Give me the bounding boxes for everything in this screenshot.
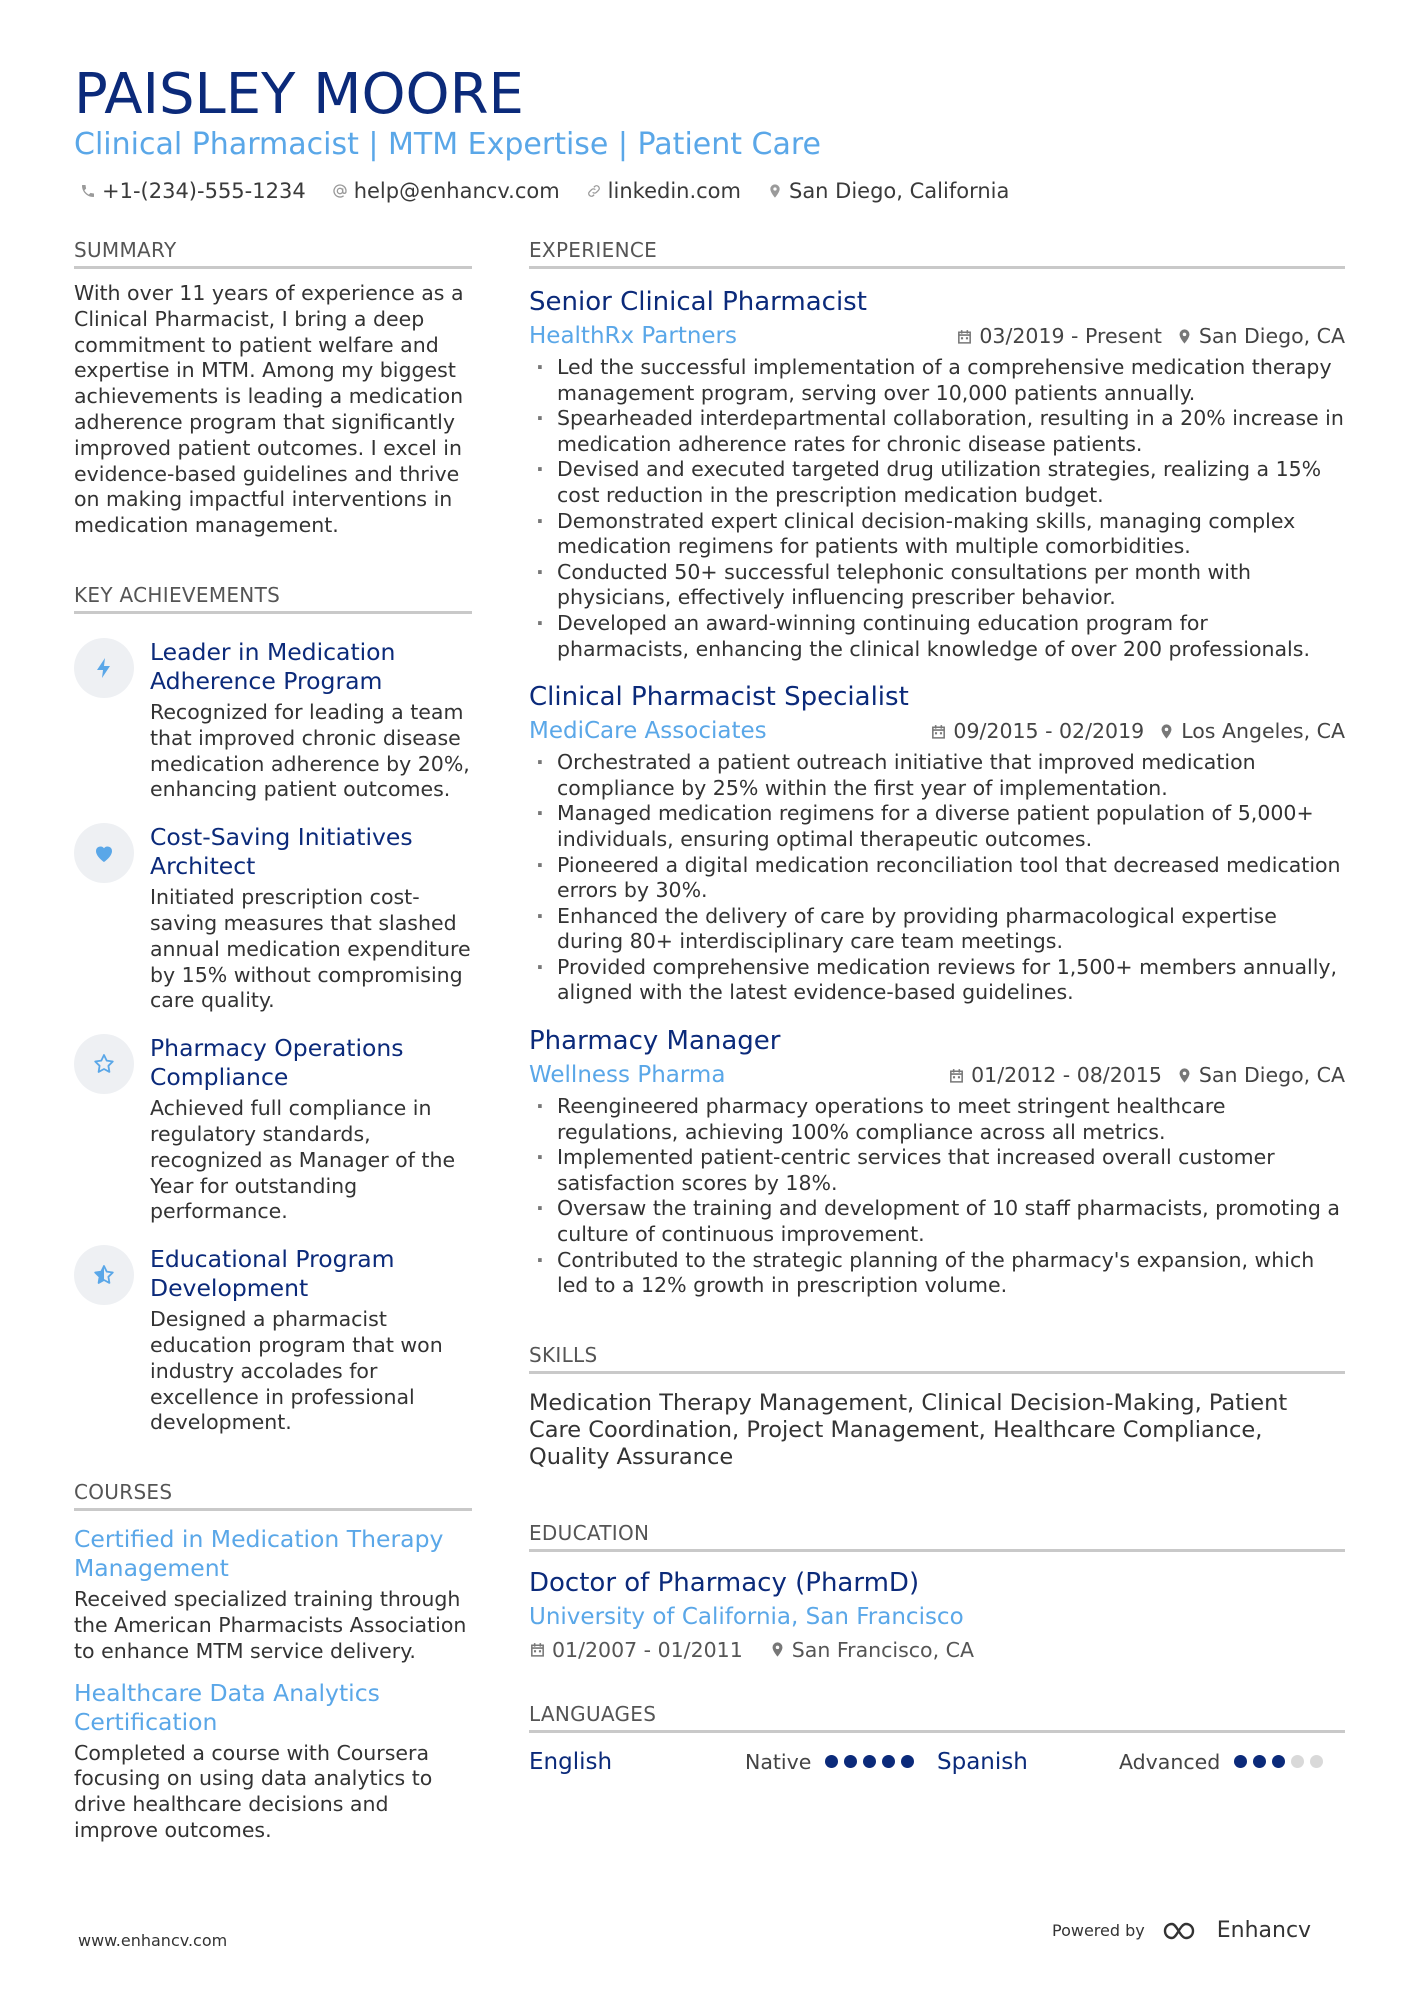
achievement-item [74, 638, 472, 803]
language-item [529, 1749, 937, 1775]
language-level: Native [745, 1749, 812, 1774]
achievement-title: Educational Program Development [150, 1245, 395, 1303]
school-name: University of California, San Francisco [529, 1603, 964, 1630]
course-desc: Received specialized training through the American Pharmacists Association to enhance MTM service delivery. [74, 1587, 467, 1663]
bullet-item: · Demonstrated expert clinical decision-making skills, managing complex medication regimens for patients with multiple comorbidities. [529, 509, 1345, 560]
summary-section [74, 236, 472, 539]
footer-website[interactable]: www.enhancv.com [78, 1931, 228, 1950]
education-location: San Francisco, CA [791, 1637, 974, 1662]
bullet-item: · Conducted 50+ successful telephonic consultations per month with physicians, effectively influencing prescriber behavior. [529, 560, 1345, 611]
location-text: San Diego, California [788, 179, 1010, 203]
job-entry [529, 680, 1345, 1006]
skills-text: Medication Therapy Management, Clinical Decision-Making, Patient Care Coordination, Project Management, Healthcare Compliance, Quality Assurance [529, 1389, 1288, 1470]
job-title: Clinical Pharmacist Specialist [529, 682, 909, 713]
skills-heading: SKILLS [529, 1341, 1345, 1374]
job-company: HealthRx Partners [529, 323, 737, 349]
bullet-item: · Oversaw the training and development of 10 staff pharmacists, promoting a culture of continuous improvement. [529, 1196, 1345, 1247]
enhancv-logo-icon [1161, 1919, 1207, 1943]
achievement-desc: Initiated prescription cost-saving measures that slashed annual medication expenditure by 15% without compromising care quality. [150, 885, 471, 1013]
proficiency-dot-filled [863, 1755, 876, 1768]
course-item [74, 1525, 472, 1664]
language-item [937, 1749, 1345, 1775]
calendar-icon [930, 723, 947, 740]
bullet-item: · Enhanced the delivery of care by providing pharmacological expertise during 80+ interdisciplinary care team meetings. [529, 904, 1345, 955]
job-title: Senior Clinical Pharmacist [529, 287, 867, 317]
email-text: help@enhancv.com [353, 179, 560, 203]
proficiency-dot-filled [844, 1755, 857, 1768]
courses-section [74, 1478, 472, 1844]
contact-linkedin[interactable] [586, 176, 741, 206]
achievements-heading: KEY ACHIEVEMENTS [74, 581, 472, 614]
bullet-item: · Led the successful implementation of a comprehensive medication therapy management program, serving over 10,000 patients annually. [529, 355, 1345, 406]
courses-heading: COURSES [74, 1478, 472, 1511]
contact-bar [80, 176, 1009, 206]
calendar-icon [948, 1067, 965, 1084]
languages-heading: LANGUAGES [529, 1700, 1345, 1733]
achievement-item [74, 1245, 472, 1436]
lightning-icon [74, 638, 134, 698]
proficiency-dot-filled [1272, 1755, 1285, 1768]
brand-name: Enhancv [1216, 1918, 1312, 1943]
skills-section [529, 1341, 1345, 1471]
bullet-item: · Devised and executed targeted drug utilization strategies, realizing a 15% cost reduction in the prescription medication budget. [529, 457, 1345, 508]
job-entry [529, 1024, 1345, 1299]
job-location: San Diego, CA [1198, 324, 1345, 348]
proficiency-dot-filled [825, 1755, 838, 1768]
candidate-name: PAISLEY MOORE [74, 62, 524, 127]
brand-logo[interactable] [1161, 1918, 1311, 1943]
at-icon [332, 183, 348, 199]
link-icon [586, 183, 602, 199]
calendar-icon [956, 328, 973, 345]
right-column [529, 236, 1345, 1775]
linkedin-text: linkedin.com [607, 179, 741, 203]
location-pin-icon [1176, 328, 1193, 345]
language-name: English [529, 1748, 613, 1775]
experience-heading: EXPERIENCE [529, 236, 1345, 269]
achievement-item [74, 823, 472, 1014]
course-desc: Completed a course with Coursera focusing on using data analytics to drive healthcare decisions and improve outcomes. [74, 1740, 433, 1842]
education-section [529, 1519, 1345, 1662]
job-location: Los Angeles, CA [1181, 719, 1345, 744]
job-company: MediCare Associates [529, 718, 767, 745]
contact-location [767, 176, 1009, 206]
achievements-section [74, 581, 472, 1436]
experience-section [529, 236, 1345, 1299]
bullet-item: · Managed medication regimens for a diverse patient population of 5,000+ individuals, ensuring optimal therapeutic outcomes. [529, 801, 1345, 852]
powered-by-text: Powered by [1052, 1921, 1145, 1940]
bullet-item: · Developed an award-winning continuing education program for pharmacists, enhancing the clinical knowledge of over 200 professionals. [529, 611, 1345, 662]
education-dates: 01/2007 - 01/2011 [552, 1637, 743, 1662]
achievement-desc: Designed a pharmacist education program that won industry accolades for excellence in professional development. [150, 1307, 443, 1435]
course-title: Certified in Medication Therapy Management [74, 1525, 444, 1583]
degree-title: Doctor of Pharmacy (PharmD) [529, 1567, 920, 1598]
proficiency-dot-empty [1310, 1755, 1323, 1768]
bullet-item: · Implemented patient-centric services that increased overall customer satisfaction scores by 18%. [529, 1145, 1345, 1196]
achievement-item [74, 1034, 472, 1225]
proficiency-dot-filled [1253, 1755, 1266, 1768]
proficiency-dot-filled [901, 1755, 914, 1768]
heart-icon [74, 823, 134, 883]
achievement-title: Leader in Medication Adherence Program [150, 637, 396, 695]
languages-section [529, 1700, 1345, 1775]
star-outline-icon [74, 1034, 134, 1094]
job-bullets [529, 750, 1345, 1006]
contact-phone[interactable] [80, 176, 306, 206]
achievement-title: Cost-Saving Initiatives Architect [150, 823, 413, 881]
course-item [74, 1679, 472, 1844]
bullet-item: · Spearheaded interdepartmental collaboration, resulting in a 20% increase in medication adherence rates for chronic disease patients. [529, 406, 1345, 457]
job-location: San Diego, CA [1198, 1063, 1345, 1088]
left-column [74, 236, 472, 1844]
phone-icon [80, 183, 96, 199]
achievement-title: Pharmacy Operations Compliance [150, 1034, 404, 1092]
proficiency-dot-empty [1291, 1755, 1304, 1768]
location-pin-icon [1176, 1067, 1193, 1084]
job-entry [529, 285, 1345, 662]
bullet-item: · Orchestrated a patient outreach initiative that improved medication compliance by 25% within the first year of implementation. [529, 750, 1345, 801]
contact-email[interactable] [332, 176, 560, 206]
bullet-item: · Reengineered pharmacy operations to meet stringent healthcare regulations, achieving 100% compliance across all metrics. [529, 1094, 1345, 1145]
job-bullets [529, 1094, 1345, 1299]
proficiency-dot-filled [882, 1755, 895, 1768]
job-title: Pharmacy Manager [529, 1026, 781, 1057]
job-dates: 09/2015 - 02/2019 [953, 719, 1145, 744]
location-pin-icon [769, 1641, 786, 1658]
location-pin-icon [767, 183, 783, 199]
language-name: Spanish [937, 1748, 1028, 1775]
proficiency-dot-filled [1234, 1755, 1247, 1768]
footer-branding [1052, 1918, 1311, 1943]
proficiency-dots [825, 1755, 914, 1768]
summary-heading: SUMMARY [74, 236, 472, 269]
achievement-desc: Achieved full compliance in regulatory standards, recognized as Manager of the Year for outstanding performance. [150, 1096, 456, 1224]
phone-text: +1-(234)-555-1234 [102, 179, 306, 203]
summary-text: With over 11 years of experience as a Clinical Pharmacist, I bring a deep commitment to patient welfare and expertise in MTM. Among my biggest achievements is leading a medication adherence program that significantly improved patient outcomes. I excel in evidence-based guidelines and thrive on making impactful interventions in medication management. [74, 281, 464, 538]
language-level: Advanced [1119, 1749, 1221, 1774]
headline: Clinical Pharmacist | MTM Expertise | Patient Care [74, 127, 822, 162]
education-heading: EDUCATION [529, 1519, 1345, 1552]
job-dates: 01/2012 - 08/2015 [971, 1063, 1162, 1088]
job-company: Wellness Pharma [529, 1062, 726, 1089]
bullet-item: · Provided comprehensive medication reviews for 1,500+ members annually, aligned with the latest evidence-based guidelines. [529, 955, 1345, 1006]
achievement-desc: Recognized for leading a team that improved chronic disease medication adherence by 20%, enhancing patient outcomes. [150, 699, 470, 802]
proficiency-dots [1234, 1755, 1323, 1768]
location-pin-icon [1158, 723, 1175, 740]
course-title: Healthcare Data Analytics Certification [74, 1678, 380, 1736]
job-dates: 03/2019 - Present [979, 324, 1162, 348]
job-bullets [529, 355, 1345, 662]
star-half-icon [74, 1245, 134, 1305]
calendar-icon [529, 1641, 546, 1658]
bullet-item: · Pioneered a digital medication reconciliation tool that decreased medication errors by 30%. [529, 853, 1345, 904]
bullet-item: · Contributed to the strategic planning of the pharmacy's expansion, which led to a 12% growth in prescription volume. [529, 1248, 1345, 1299]
